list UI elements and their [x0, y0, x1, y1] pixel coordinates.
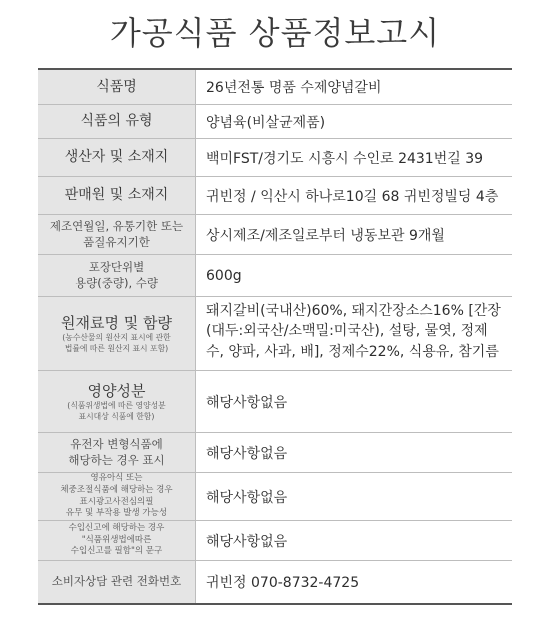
label-manufacture-date-line1: 제조연월일, 유통기한 또는 [49, 218, 184, 233]
label-cell [38, 177, 196, 214]
value-ingredients: 돼지갈비(국내산)60%, 돼지간장소스16% [간장(대두:외국산/소맥밀:미국산), 설탕, 물엿, 정제수, 양파, 사과, 배], 정제수22%, 식용유, 참기름 [206, 303, 501, 360]
label-cell [38, 521, 196, 560]
value-manufacture-date: 상시제조/제조일로부터 냉동보관 9개월 [206, 227, 445, 244]
label-cell [38, 139, 196, 176]
label-cell [38, 105, 196, 138]
label-product-name: 식품명 [96, 78, 137, 95]
row-producer [38, 139, 512, 177]
label-nutrition-note2: 표시대상 식품에 한함) [78, 412, 155, 421]
row-import [38, 521, 512, 561]
row-ingredients [38, 297, 512, 371]
product-info-table [38, 68, 512, 605]
label-producer: 생산자 및 소재지 [64, 149, 169, 166]
value-gmo: 해당사항없음 [206, 445, 288, 462]
value-contact: 귀빈정 070-8732-4725 [206, 575, 360, 591]
label-seller: 판매원 및 소재지 [64, 187, 169, 204]
label-infant-food-line2: 체중조절식품에 해당하는 경우 [60, 484, 173, 495]
row-food-type [38, 105, 512, 139]
label-cell [38, 371, 196, 432]
label-cell [38, 433, 196, 472]
label-package-unit-line1: 포장단위별 [88, 259, 145, 274]
row-contact [38, 561, 512, 603]
label-manufacture-date-line2: 품질유지기한 [83, 234, 150, 249]
label-cell [38, 70, 196, 104]
label-package-unit-line2: 용량(중량), 수량 [75, 275, 158, 290]
label-gmo-line1: 유전자 변형식품에 [70, 436, 163, 451]
label-cell [38, 297, 196, 370]
label-contact: 소비자상담 관련 전화번호 [51, 574, 182, 589]
label-cell [38, 473, 196, 520]
row-infant-food [38, 473, 512, 521]
label-food-type: 식품의 유형 [80, 113, 153, 130]
page-title: 가공식품 상품정보고시 [109, 14, 441, 52]
value-import: 해당사항없음 [206, 533, 288, 550]
row-product-name [38, 70, 512, 105]
label-nutrition: 영양성분 [87, 382, 146, 401]
value-producer: 백미FST/경기도 시흥시 수인로 2431번길 39 [206, 150, 484, 167]
label-nutrition-note1: (식품위생법에 따른 영양성분 [67, 401, 166, 411]
value-seller: 귀빈정 / 익산시 하나로10길 68 귀빈정빌딩 4층 [206, 188, 499, 205]
label-import-line3: 수입신고를 필함"의 문구 [70, 546, 163, 557]
row-nutrition [38, 371, 512, 433]
label-cell [38, 561, 196, 603]
label-gmo-line2: 해당하는 경우 표시 [68, 452, 165, 467]
label-cell [38, 255, 196, 296]
label-import-line2: "식품위생법에따른 [81, 534, 152, 545]
label-infant-food-line4: 유무 및 부작용 발생 가능성 [65, 508, 168, 519]
value-food-type: 양념육(비살균제품) [206, 114, 326, 131]
label-cell [38, 215, 196, 254]
row-seller [38, 177, 512, 215]
label-ingredients-note2: 법률에 따른 원산지 표시 포함) [64, 344, 169, 353]
value-product-name: 26년전통 명품 수제양념갈비 [206, 80, 382, 96]
value-infant-food: 해당사항없음 [206, 489, 288, 506]
label-ingredients-note1: (농수산물의 원산지 표시에 관한 [62, 333, 171, 343]
label-infant-food-line3: 표시광고사전심의필 [79, 496, 154, 507]
row-gmo [38, 433, 512, 473]
label-infant-food-line1: 영유아식 또는 [90, 472, 143, 483]
label-ingredients: 원재료명 및 함량 [61, 314, 172, 333]
row-manufacture-date [38, 215, 512, 255]
value-package-unit: 600g [206, 267, 242, 284]
value-nutrition: 해당사항없음 [206, 394, 288, 411]
row-package-unit [38, 255, 512, 297]
label-import-line1: 수입신고에 해당하는 경우 [68, 522, 165, 533]
